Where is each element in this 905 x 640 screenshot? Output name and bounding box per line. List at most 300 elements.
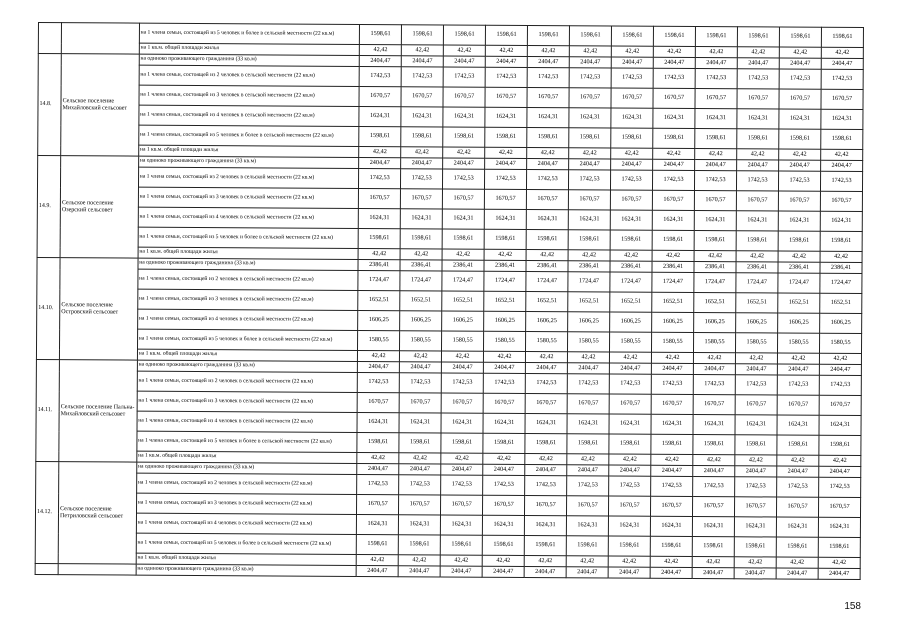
value-cell: 1624,31: [734, 517, 776, 537]
value-cell: 1670,57: [359, 188, 401, 208]
value-cell: 1598,61: [442, 229, 484, 249]
value-cell: 2386,41: [820, 262, 862, 273]
value-cell: 2404,47: [608, 567, 650, 578]
value-cell: 42,42: [441, 453, 483, 464]
value-cell: 1670,57: [357, 392, 399, 412]
value-cell: 1670,57: [484, 189, 526, 209]
value-cell: 42,42: [359, 44, 401, 55]
value-cell: 1670,57: [399, 393, 441, 413]
value-cell: 1606,25: [568, 312, 610, 332]
row-description: на 1 члена семьи, состоящей из 3 человек в сельской местности (22 кв.м): [137, 391, 358, 412]
row-description: на 1 кв.м. общей площади жилья: [139, 43, 359, 55]
value-cell: 1724,47: [820, 273, 862, 293]
value-cell: 42,42: [526, 249, 568, 260]
value-cell: 1624,31: [653, 108, 695, 128]
value-cell: 1742,53: [609, 476, 651, 496]
row-number: [35, 563, 58, 574]
value-cell: 1742,53: [819, 375, 861, 395]
value-cell: 1670,57: [651, 394, 693, 414]
value-cell: 42,42: [399, 453, 441, 464]
value-cell: 1624,31: [526, 209, 568, 229]
row-description: на 1 члена семьи, состоящей из 4 человек в сельской местности (22 кв.м): [139, 105, 360, 126]
value-cell: 1606,25: [820, 313, 862, 333]
value-cell: 42,42: [400, 249, 442, 260]
value-cell: 42,42: [485, 147, 527, 158]
value-cell: 1742,53: [483, 475, 525, 495]
value-cell: 2404,47: [693, 466, 735, 477]
value-cell: 42,42: [609, 352, 651, 363]
value-cell: 1742,53: [779, 69, 821, 89]
value-cell: 1624,31: [442, 209, 484, 229]
value-cell: 1742,53: [693, 477, 735, 497]
value-cell: 42,42: [398, 555, 440, 566]
value-cell: 1742,53: [611, 170, 653, 190]
row-description: на 1 члена семьи, состоящей из 2 человек в сельской местности (22 кв.м): [137, 371, 358, 392]
value-cell: 1606,25: [694, 313, 736, 333]
value-cell: 1742,53: [441, 475, 483, 495]
value-cell: 1606,25: [442, 311, 484, 331]
value-cell: 1624,31: [357, 514, 399, 534]
value-cell: 1598,61: [524, 535, 566, 555]
value-cell: 1670,57: [651, 496, 693, 516]
value-cell: 1624,31: [483, 413, 525, 433]
value-cell: 1580,55: [652, 332, 694, 352]
value-cell: 1598,61: [821, 27, 863, 47]
value-cell: 1670,57: [569, 88, 611, 108]
value-cell: 1670,57: [609, 496, 651, 516]
value-cell: 2404,47: [821, 58, 863, 69]
value-cell: 1742,53: [569, 68, 611, 88]
value-cell: 1598,61: [357, 432, 399, 452]
value-cell: 2404,47: [440, 566, 482, 577]
value-cell: 2404,47: [777, 364, 819, 375]
value-cell: 42,42: [483, 453, 525, 464]
value-cell: 1580,55: [735, 333, 777, 353]
value-cell: 1724,47: [694, 273, 736, 293]
value-cell: 2404,47: [443, 56, 485, 67]
value-cell: 1652,51: [736, 293, 778, 313]
value-cell: 1598,61: [398, 535, 440, 555]
value-cell: 42,42: [611, 148, 653, 159]
value-cell: 1580,55: [568, 332, 610, 352]
settlement-name: Сельское поселение Озерский сельсовет: [60, 156, 138, 258]
value-cell: 1742,53: [399, 475, 441, 495]
value-cell: 1606,25: [610, 312, 652, 332]
settlement-name: [61, 23, 139, 54]
value-cell: 1624,31: [650, 516, 692, 536]
value-cell: 1742,53: [525, 475, 567, 495]
value-cell: 2386,41: [484, 260, 526, 271]
row-description: на 1 члена семьи, состоящей из 4 человек в сельской местности (22 кв.м): [137, 411, 358, 432]
value-cell: 2404,47: [399, 464, 441, 475]
value-cell: 1598,61: [568, 230, 610, 250]
value-cell: 2404,47: [483, 464, 525, 475]
row-description: на одиноко проживающего гражданина (33 кв.м): [139, 54, 359, 66]
value-cell: 1742,53: [737, 69, 779, 89]
row-description: на 1 члена семьи, состоящей из 5 человек и более в сельской местности (22 кв.м): [138, 227, 359, 248]
value-cell: 1598,61: [443, 25, 485, 45]
value-cell: 1742,53: [693, 375, 735, 395]
value-cell: 42,42: [610, 250, 652, 261]
value-cell: 1742,53: [735, 477, 777, 497]
settlement-name: Сельское поселение Островский сельсовет: [60, 258, 138, 360]
value-cell: 1598,61: [484, 229, 526, 249]
value-cell: 2404,47: [569, 159, 611, 170]
value-cell: 1598,61: [441, 433, 483, 453]
value-cell: 1742,53: [820, 171, 862, 191]
value-cell: 1724,47: [778, 273, 820, 293]
value-cell: 1652,51: [484, 291, 526, 311]
value-cell: 2404,47: [525, 362, 567, 373]
value-cell: 42,42: [693, 353, 735, 364]
value-cell: 1742,53: [777, 375, 819, 395]
value-cell: 1624,31: [609, 414, 651, 434]
row-description: на 1 члена семьи, состоящей из 4 человек в сельской местности (22 кв.м): [136, 513, 357, 534]
row-description: на одиноко проживающего гражданина (33 кв.м): [136, 462, 356, 474]
value-cell: 2404,47: [399, 362, 441, 373]
value-cell: 1652,51: [442, 291, 484, 311]
value-cell: 2404,47: [651, 465, 693, 476]
value-cell: 1742,53: [357, 474, 399, 494]
value-cell: 1670,57: [777, 395, 819, 415]
value-cell: 1580,55: [400, 331, 442, 351]
value-cell: 1598,61: [483, 433, 525, 453]
value-cell: 42,42: [650, 556, 692, 567]
value-cell: 1580,55: [819, 333, 861, 353]
value-cell: 1624,31: [819, 415, 861, 435]
value-cell: 1598,61: [652, 230, 694, 250]
value-cell: 42,42: [651, 352, 693, 363]
value-cell: 1598,61: [401, 25, 443, 45]
row-description: на 1 члена семьи, состоящей из 2 человек в сельской местности (22 кв.м): [138, 167, 359, 188]
row-number: 14.8.: [38, 54, 62, 156]
value-cell: 2404,47: [735, 364, 777, 375]
value-cell: 1598,61: [485, 25, 527, 45]
value-cell: 42,42: [821, 149, 863, 160]
value-cell: 1742,53: [821, 69, 863, 89]
value-cell: 2386,41: [652, 261, 694, 272]
value-cell: 42,42: [735, 353, 777, 364]
value-cell: 2404,47: [818, 568, 860, 579]
value-cell: 1742,53: [359, 66, 401, 86]
value-cell: 2404,47: [398, 566, 440, 577]
value-cell: 1598,61: [695, 129, 737, 149]
value-cell: 1598,61: [818, 537, 860, 557]
value-cell: 1624,31: [651, 414, 693, 434]
value-cell: 1580,55: [358, 330, 400, 350]
value-cell: 1742,53: [569, 170, 611, 190]
value-cell: 1742,53: [527, 169, 569, 189]
value-cell: 1598,61: [359, 126, 401, 146]
value-cell: 42,42: [482, 555, 524, 566]
row-description: на 1 члена семьи, состоящей из 2 человек в сельской местности (22 кв.м): [136, 473, 357, 494]
value-cell: 1724,47: [358, 270, 400, 290]
value-cell: 1652,51: [778, 293, 820, 313]
value-cell: 1598,61: [569, 128, 611, 148]
value-cell: 1670,57: [778, 191, 820, 211]
value-cell: 1598,61: [650, 536, 692, 556]
value-cell: 42,42: [779, 47, 821, 58]
value-cell: 2404,47: [443, 158, 485, 169]
value-cell: 2404,47: [524, 566, 566, 577]
value-cell: 1742,53: [736, 171, 778, 191]
value-cell: 42,42: [818, 557, 860, 568]
value-cell: 2404,47: [401, 56, 443, 67]
value-cell: 1624,31: [400, 209, 442, 229]
row-description: на 1 члена семьи, состоящей из 5 человек и более в сельской местности (22 кв.м): [137, 431, 358, 452]
value-cell: 2386,41: [400, 260, 442, 271]
value-cell: 2404,47: [527, 158, 569, 169]
value-cell: 2404,47: [737, 58, 779, 69]
value-cell: 1670,57: [652, 190, 694, 210]
value-cell: 42,42: [401, 45, 443, 56]
row-number: 14.10.: [36, 257, 60, 359]
value-cell: 42,42: [652, 250, 694, 261]
value-cell: 1624,31: [357, 412, 399, 432]
value-cell: 1598,61: [779, 27, 821, 47]
value-cell: 1598,61: [820, 231, 862, 251]
value-cell: 1670,57: [527, 87, 569, 107]
value-cell: 2404,47: [441, 362, 483, 373]
value-cell: 1598,61: [653, 26, 695, 46]
document-sheet: [35, 22, 864, 580]
value-cell: 42,42: [611, 46, 653, 57]
settlement-name: Сельское поселение Пальна-Михайловский сельсовет: [59, 360, 137, 462]
value-cell: 42,42: [819, 455, 861, 466]
table-body: [35, 23, 863, 580]
row-description: на 1 члена семьи, состоящей из 3 человек в сельской местности (22 кв.м): [137, 289, 358, 310]
value-cell: 1624,31: [358, 208, 400, 228]
value-cell: 1598,61: [399, 433, 441, 453]
value-cell: 1598,61: [611, 128, 653, 148]
row-description: на 1 члена семьи, состоящей из 4 человек в сельской местности (22 кв.м): [138, 207, 359, 228]
value-cell: 1742,53: [694, 171, 736, 191]
value-cell: 42,42: [527, 45, 569, 56]
row-description: на 1 кв.м. общей площади жилья: [137, 349, 357, 361]
value-cell: 1652,51: [652, 292, 694, 312]
value-cell: 42,42: [653, 148, 695, 159]
value-cell: 1724,47: [442, 271, 484, 291]
value-cell: 42,42: [526, 351, 568, 362]
value-cell: 1580,55: [442, 331, 484, 351]
value-cell: 42,42: [692, 557, 734, 568]
value-cell: 1670,57: [441, 495, 483, 515]
value-cell: 1598,61: [567, 434, 609, 454]
value-cell: 1670,57: [776, 497, 818, 517]
value-cell: 42,42: [440, 555, 482, 566]
value-cell: 42,42: [359, 146, 401, 157]
value-cell: 1580,55: [484, 331, 526, 351]
value-cell: 42,42: [651, 454, 693, 465]
value-cell: 2404,47: [485, 158, 527, 169]
value-cell: 2404,47: [777, 466, 819, 477]
value-cell: 1598,61: [611, 26, 653, 46]
value-cell: 1624,31: [777, 415, 819, 435]
value-cell: 1624,31: [440, 515, 482, 535]
row-description: на одиноко проживающего гражданина (33 кв.м): [136, 564, 356, 576]
value-cell: 2404,47: [735, 466, 777, 477]
value-cell: 2404,47: [567, 363, 609, 374]
value-cell: 2404,47: [357, 463, 399, 474]
value-cell: 2404,47: [527, 56, 569, 67]
value-cell: 1742,53: [567, 374, 609, 394]
value-cell: 1670,57: [695, 89, 737, 109]
value-cell: 1724,47: [526, 271, 568, 291]
value-cell: 1670,57: [611, 88, 653, 108]
value-cell: 42,42: [525, 453, 567, 464]
value-cell: 1598,61: [778, 231, 820, 251]
value-cell: 2404,47: [695, 160, 737, 171]
value-cell: 42,42: [527, 147, 569, 158]
value-cell: 1624,31: [778, 211, 820, 231]
row-description: на 1 члена семьи, состоящей из 3 человек в сельской местности (22 кв.м): [138, 187, 359, 208]
row-description: на 1 члена семьи, состоящей из 3 человек в сельской местности (22 кв.м): [139, 85, 360, 106]
value-cell: 2404,47: [609, 465, 651, 476]
value-cell: 1724,47: [652, 272, 694, 292]
value-cell: 42,42: [443, 147, 485, 158]
value-cell: 1724,47: [484, 271, 526, 291]
value-cell: 1624,31: [398, 515, 440, 535]
value-cell: 1624,31: [736, 211, 778, 231]
value-cell: 1606,25: [526, 311, 568, 331]
value-cell: 42,42: [695, 149, 737, 160]
value-cell: 1624,31: [525, 413, 567, 433]
value-cell: 1742,53: [653, 68, 695, 88]
settlement-name: Сельское поселение Петриловский сельсовет: [58, 462, 136, 564]
row-description: на 1 члена семьи, состоящей из 5 человек и более в сельской местности (22 кв.м): [138, 125, 359, 146]
value-cell: 2404,47: [441, 464, 483, 475]
value-cell: 42,42: [777, 353, 819, 364]
value-cell: 1598,61: [821, 129, 863, 149]
value-cell: 1598,61: [443, 127, 485, 147]
value-cell: 42,42: [693, 455, 735, 466]
value-cell: 42,42: [569, 46, 611, 57]
tariff-table: [35, 22, 864, 580]
value-cell: 42,42: [358, 248, 400, 259]
value-cell: 1742,53: [611, 68, 653, 88]
value-cell: 1670,57: [399, 495, 441, 515]
value-cell: 42,42: [569, 148, 611, 159]
value-cell: 42,42: [484, 249, 526, 260]
value-cell: 1670,57: [818, 497, 860, 517]
value-cell: 42,42: [776, 557, 818, 568]
value-cell: 1742,53: [399, 373, 441, 393]
value-cell: 1624,31: [820, 211, 862, 231]
value-cell: 1624,31: [694, 211, 736, 231]
row-description: на одиноко проживающего гражданина (33 кв.м): [138, 156, 358, 168]
value-cell: 1624,31: [818, 517, 860, 537]
value-cell: 2404,47: [356, 565, 398, 576]
value-cell: 42,42: [567, 352, 609, 363]
value-cell: 1670,57: [653, 88, 695, 108]
value-cell: 2404,47: [819, 364, 861, 375]
value-cell: 2404,47: [779, 58, 821, 69]
value-cell: 42,42: [695, 47, 737, 58]
row-description: на 1 члена семьи, состоящей из 5 человек и более в сельской местности (22 кв.м): [137, 329, 358, 350]
value-cell: 1606,25: [778, 313, 820, 333]
value-cell: 2404,47: [692, 568, 734, 579]
value-cell: 1598,61: [482, 535, 524, 555]
value-cell: 2404,47: [401, 158, 443, 169]
value-cell: 2386,41: [778, 262, 820, 273]
value-cell: 1742,53: [735, 375, 777, 395]
value-cell: 2404,47: [693, 364, 735, 375]
value-cell: 2404,47: [569, 57, 611, 68]
value-cell: 1652,51: [820, 293, 862, 313]
value-cell: 1670,57: [694, 191, 736, 211]
value-cell: 1606,25: [652, 312, 694, 332]
value-cell: 2404,47: [651, 363, 693, 374]
value-cell: 1652,51: [400, 291, 442, 311]
value-cell: 1624,31: [608, 516, 650, 536]
value-cell: 2404,47: [609, 363, 651, 374]
value-cell: 42,42: [485, 45, 527, 56]
value-cell: 1652,51: [358, 290, 400, 310]
value-cell: 1606,25: [484, 311, 526, 331]
value-cell: 1742,53: [609, 374, 651, 394]
value-cell: 1670,57: [820, 191, 862, 211]
value-cell: 42,42: [779, 149, 821, 160]
value-cell: 1670,57: [485, 87, 527, 107]
value-cell: 1624,31: [695, 109, 737, 129]
value-cell: 1624,31: [735, 415, 777, 435]
value-cell: 1598,61: [777, 435, 819, 455]
value-cell: 1624,31: [737, 109, 779, 129]
row-description: на 1 члена семьи, состоящей из 5 человек и более в сельской местности (22 кв.м): [136, 533, 357, 554]
value-cell: 1742,53: [778, 171, 820, 191]
value-cell: 1742,53: [567, 476, 609, 496]
value-cell: 2404,47: [821, 160, 863, 171]
value-cell: 2404,47: [779, 160, 821, 171]
value-cell: 1624,31: [485, 107, 527, 127]
value-cell: 1670,57: [568, 190, 610, 210]
row-description: на 1 члена семьи, состоящей из 3 человек в сельской местности (22 кв.м): [136, 493, 357, 514]
row-number: 14.11.: [36, 359, 60, 461]
page-number: 158: [844, 601, 861, 612]
value-cell: 1580,55: [694, 333, 736, 353]
value-cell: 1670,57: [401, 87, 443, 107]
value-cell: 1724,47: [610, 272, 652, 292]
value-cell: 42,42: [777, 455, 819, 466]
value-cell: 1598,61: [360, 24, 402, 44]
value-cell: 1670,57: [779, 89, 821, 109]
value-cell: 1670,57: [442, 189, 484, 209]
value-cell: 2404,47: [483, 362, 525, 373]
value-cell: 1598,61: [819, 435, 861, 455]
row-description: на 1 кв.м. общей площади жилья: [136, 553, 356, 565]
value-cell: 42,42: [608, 556, 650, 567]
value-cell: 1652,51: [610, 292, 652, 312]
value-cell: 1624,31: [443, 107, 485, 127]
value-cell: 1624,31: [399, 413, 441, 433]
value-cell: 1598,61: [356, 534, 398, 554]
row-number: 14.12.: [35, 461, 59, 563]
row-number: [38, 23, 61, 54]
value-cell: 1670,57: [736, 191, 778, 211]
value-cell: 1670,57: [609, 394, 651, 414]
value-cell: 1652,51: [568, 292, 610, 312]
value-cell: 2386,41: [568, 261, 610, 272]
value-cell: 2386,41: [442, 260, 484, 271]
value-cell: 1606,25: [400, 311, 442, 331]
value-cell: 1624,31: [482, 515, 524, 535]
value-cell: 1670,57: [567, 394, 609, 414]
value-cell: 1598,61: [610, 230, 652, 250]
value-cell: 1624,31: [401, 107, 443, 127]
value-cell: 1670,57: [525, 495, 567, 515]
value-cell: 2404,47: [819, 466, 861, 477]
value-cell: 1624,31: [568, 210, 610, 230]
